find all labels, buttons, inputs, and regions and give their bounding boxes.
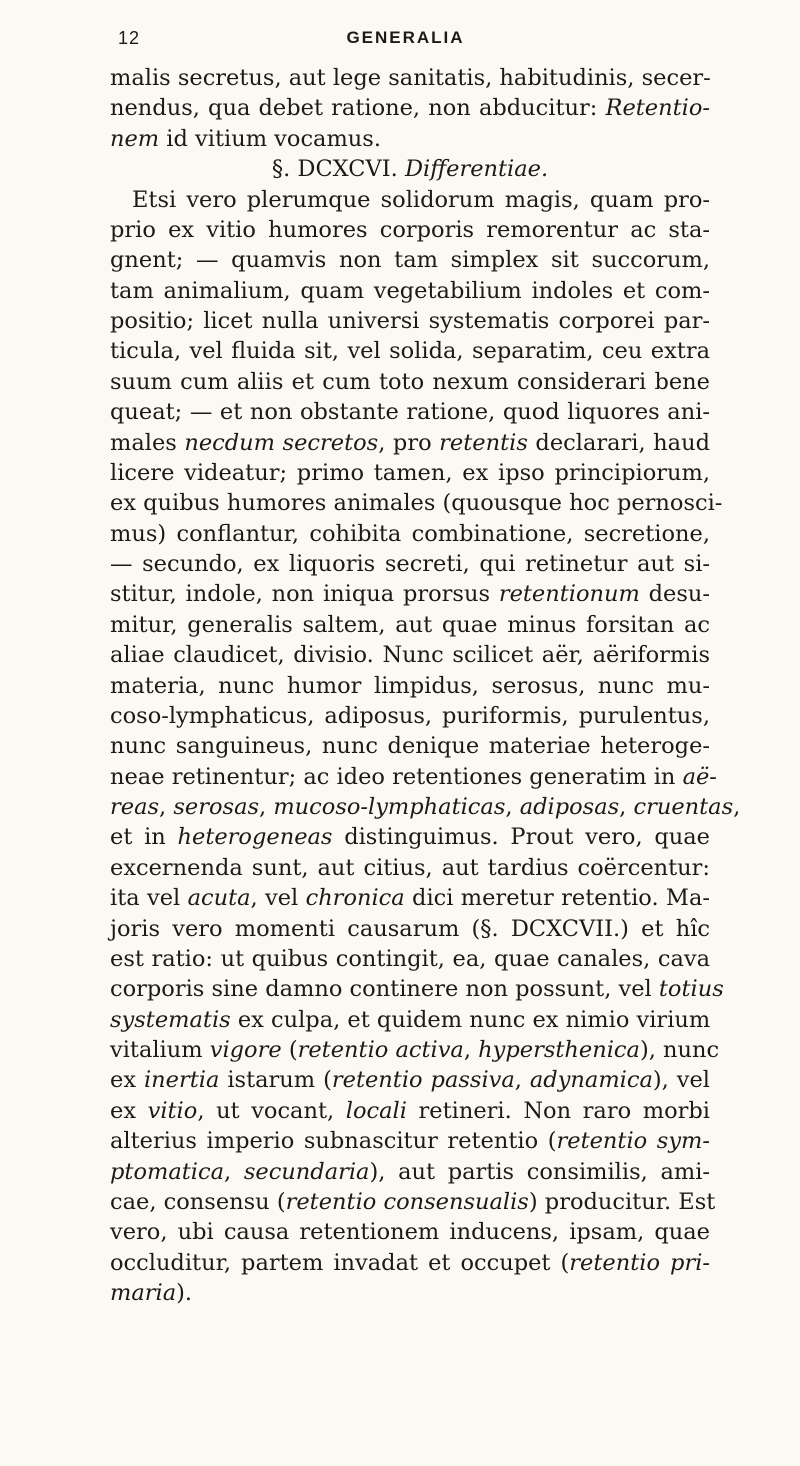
text-line: coso-lymphaticus, adiposus, puriformis, purulentus,	[110, 702, 710, 729]
text-line: alterius imperio subnascitur retentio (retentio sym-	[110, 1128, 710, 1155]
text-line: ita vel acuta, vel chronica dici meretur retentio. Ma-	[110, 885, 710, 912]
text-line: queat; — et non obstante ratione, quod liquores ani-	[110, 399, 710, 426]
text-line: tam animalium, quam vegetabilium indoles et com-	[110, 277, 710, 304]
text-line: licere videatur; primo tamen, ex ipso principiorum,	[110, 459, 710, 486]
text-line: joris vero momenti causarum (§. DCXCVII.) et hîc	[110, 915, 710, 942]
running-head	[118, 28, 693, 58]
section-heading	[110, 154, 710, 184]
text-line: prio ex vitio humores corporis remorentur ac sta-	[110, 216, 710, 243]
text-line: vitalium vigore (retentio activa, hypersthenica), nunc	[110, 1037, 720, 1063]
text-line: corporis sine damno continere non possunt, vel totius	[110, 976, 724, 1003]
section-title: Differentiae.	[404, 156, 549, 183]
text-line: Etsi vero plerumque solidorum magis, quam pro-	[132, 186, 710, 213]
text-line: mus) conflantur, cohibita combinatione, secretione,	[110, 520, 710, 547]
text-line: ex quibus humores animales (quousque hoc pernosci-	[110, 490, 723, 517]
text-line: materia, nunc humor limpidus, serosus, nunc mu-	[110, 672, 710, 699]
text-line: vero, ubi causa retentionem inducens, ipsam, quae	[110, 1219, 710, 1246]
text-line: ptomatica, secundaria), aut partis consimilis, ami-	[110, 1158, 710, 1185]
text-line: suum cum aliis et cum toto nexum considerari bene	[110, 368, 710, 395]
text-line: ex inertia istarum (retentio passiva, adynamica), vel	[110, 1067, 710, 1094]
text-line: neae retinentur; ac ideo retentiones generatim in aë-	[110, 763, 717, 790]
text-line: ticula, vel fluida sit, vel solida, separatim, ceu extra	[110, 338, 710, 365]
text-line: — secundo, ex liquoris secreti, qui retinetur aut si-	[110, 551, 710, 577]
text-line: stitur, indole, non iniqua prorsus retentionum desu-	[110, 581, 711, 608]
text-line: maria).	[110, 1280, 193, 1306]
text-line: aliae claudicet, divisio. Nunc scilicet aër, aëriformis	[110, 642, 710, 669]
text-line: males necdum secretos, pro retentis declarari, haud	[110, 429, 710, 456]
text-line: positio; licet nulla universi systematis corporei par-	[110, 308, 710, 334]
text-line: est ratio: ut quibus contingit, ea, quae canales, cava	[110, 945, 710, 972]
running-title: GENERALIA	[346, 28, 465, 47]
text-line: et in heterogeneas distinguimus. Prout vero, quae	[110, 824, 710, 851]
text-line: systematis ex culpa, et quidem nunc ex nimio virium	[110, 1006, 711, 1033]
text-line: nunc sanguineus, nunc denique materiae heteroge-	[110, 733, 710, 760]
text-line: mitur, generalis saltem, aut quae minus forsitan ac	[110, 611, 710, 638]
section-number: §. DCXCVI.	[271, 156, 405, 183]
body-text	[110, 63, 741, 1308]
text-line: malis secretus, aut lege sanitatis, habitudinis, secer-	[110, 65, 711, 91]
text-line: ex vitio, ut vocant, locali retineri. Non raro morbi	[110, 1097, 710, 1124]
text-line: nem id vitium vocamus.	[110, 125, 381, 152]
text-line: gnent; — quamvis non tam simplex sit succorum,	[110, 247, 710, 274]
text-line: nendus, qua debet ratione, non abducitur: Retentio-	[110, 95, 710, 122]
text-line: reas, serosas, mucoso-lymphaticas, adiposas, cruentas,	[110, 794, 741, 820]
text-line: cae, consensu (retentio consensualis) producitur. Est	[110, 1188, 716, 1215]
text-line: excernenda sunt, aut citius, aut tardius coërcentur:	[110, 854, 710, 881]
text-line: occluditur, partem invadat et occupet (retentio pri-	[110, 1249, 710, 1276]
page-number: 12	[118, 28, 141, 48]
